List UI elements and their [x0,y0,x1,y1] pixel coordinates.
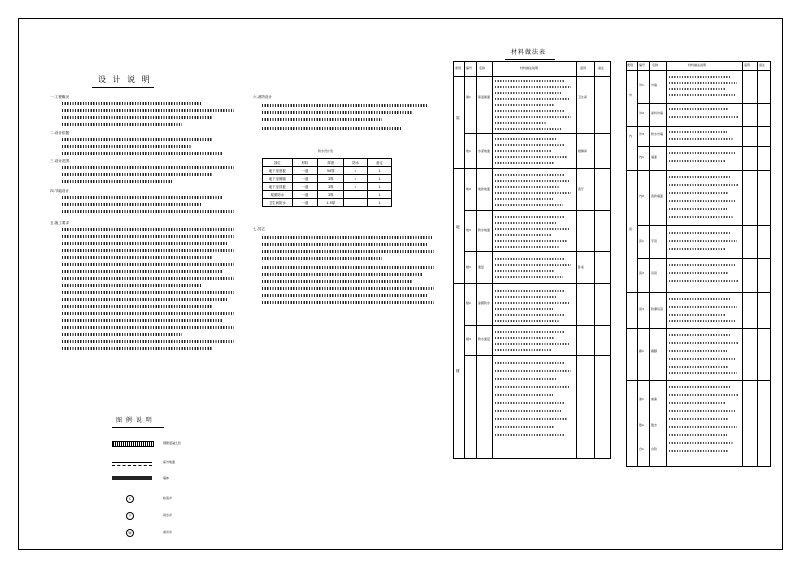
section-heading: 三.设计范围 [50,159,70,163]
row-name: 瓷砖墙面 [651,194,664,198]
text-line [669,160,725,162]
table-cell: 地下室侧墙 [263,175,293,183]
section-heading: 六.消防设计 [253,95,273,99]
text-line [495,394,553,396]
text-line [495,180,569,182]
text-line [669,386,731,388]
legend-label: 钢筋混凝土柱 [163,441,182,445]
text-line [495,138,557,140]
row-code: 油1 [639,397,644,401]
text-line [262,287,434,290]
row-code: 散1 [639,423,644,427]
table-cell: 3厚 [318,191,344,199]
text-line [262,243,427,246]
text-line [495,216,565,218]
table-cell [344,191,368,199]
row-code: 地3 [466,228,471,232]
table-cell: 一道 [292,175,318,183]
col-divider [649,61,650,467]
text-line [262,104,427,107]
text-line [495,86,571,88]
table-cell: 一道 [292,191,318,199]
text-line [669,131,727,133]
text-line [669,314,725,316]
text-line [62,284,202,287]
text-line [669,248,725,250]
text-line [62,249,234,252]
row-rule [626,170,771,171]
legend-swatch-wall [112,476,152,480]
row-code: 外1 [639,83,644,87]
text-line [62,152,222,155]
text-line [495,302,569,304]
text-line [495,98,569,100]
text-line [669,426,737,428]
text-line [495,80,565,82]
text-line [669,450,729,452]
row-rule [453,168,611,169]
text-line [62,326,234,329]
text-line [62,256,212,259]
text-line [495,156,567,158]
small-table-header: 厚度 [318,159,344,167]
category-label: 外 [629,93,633,97]
text-line [62,203,202,206]
text-line [62,312,234,315]
table-cell: 1.5厚 [318,199,344,207]
row-code: 楼1 [466,265,471,269]
text-line [669,280,739,282]
row-code: 楼2 [466,301,471,305]
row-name: 散水 [651,423,658,427]
table-cell: 一道 [292,167,318,175]
table-cell: ✓ [344,167,368,175]
col-divider [637,61,638,467]
category-label: 内 [629,134,633,138]
row-name: 吊顶 [651,271,658,275]
text-line [495,150,551,152]
text-line [495,320,559,322]
column-header: 名称 [652,63,659,67]
text-line [62,210,234,213]
text-line [495,308,553,310]
text-line [62,235,234,238]
row-name: 防水地面 [478,228,491,232]
row-name: 涂膜防水 [478,301,491,305]
section-heading: 四.节能设计 [50,189,70,193]
text-line [495,162,555,164]
text-line [495,378,557,380]
text-line [62,180,172,183]
table-cell: 1 [368,167,392,175]
text-line [495,246,559,248]
column-header: 类别 [455,66,462,70]
text-line [495,116,571,118]
text-line [62,263,234,266]
col-divider [476,61,477,459]
text-line [495,426,555,428]
row-rule [637,103,771,104]
legend-label: 室外地面 [163,460,176,464]
column-header: 编号 [639,63,646,67]
text-line [262,236,432,239]
text-line [669,306,737,308]
text-line [669,350,727,352]
category-label: 顶 [629,227,633,231]
text-line [495,370,571,372]
text-line [669,116,739,118]
text-line [495,343,569,345]
column-header: 备注 [598,66,605,70]
text-line [495,264,571,266]
text-line [495,276,563,278]
text-line [669,410,735,412]
section-heading: 二.设计依据 [50,131,70,135]
row-rule [464,325,611,326]
text-line [62,138,212,141]
text-line [495,434,565,436]
table-cell: ✓ [344,183,368,191]
materials-title-underline [505,59,555,60]
text-line [262,301,434,304]
text-line [669,418,729,420]
small-table-header: 备注 [368,159,392,167]
table-cell: 3厚 [318,183,344,191]
text-line [495,270,555,272]
small-table [262,158,392,207]
row-code: 台1 [639,447,644,451]
text-line [62,277,234,280]
text-line [495,198,553,200]
row-code: 外2 [639,111,644,115]
table-cell: 1 [368,175,392,183]
row-rule [637,258,771,259]
text-line [669,334,731,336]
text-line [669,82,737,84]
text-line [669,358,735,360]
text-line [62,340,234,343]
text-line [495,362,565,364]
text-line [62,109,234,112]
text-line [495,174,565,176]
text-line [62,123,182,126]
text-line [495,331,565,333]
row-note: 卫生间 [578,95,588,99]
table-cell: ✓ [344,175,368,183]
text-line [669,342,739,344]
category-label: 屋 [456,116,460,120]
row-rule [626,292,771,293]
column-header: 适用 [744,63,751,67]
text-line [495,314,565,316]
text-line [669,108,729,110]
column-header: 类别 [627,63,634,67]
text-line [62,333,182,336]
table-cell: 一道 [292,183,318,191]
text-line [669,88,725,90]
small-table-header: 部位 [263,159,293,167]
text-line [495,122,547,124]
text-line [669,394,739,396]
table-cell: 一道 [292,199,318,207]
text-line [62,298,227,301]
text-line [669,434,727,436]
section-heading: 七.其它 [253,227,265,231]
text-line [669,272,729,274]
table-cell [344,199,368,207]
text-line [495,228,569,230]
text-line [669,192,729,194]
legend-label: 窨井井 [163,530,173,534]
text-line [495,296,557,298]
table-cell: 屋面防水 [263,191,293,199]
row-rule [637,225,771,226]
text-line [669,372,737,374]
text-line [669,138,733,140]
legend-symbol-manhole: W [126,529,134,537]
section-heading: 五.施工要求 [50,221,70,225]
text-line [495,402,565,404]
text-line [495,337,555,339]
row-rule [626,328,771,329]
text-line [62,228,234,231]
text-line [62,347,212,350]
row-name: 平顶 [651,239,658,243]
legend-swatch-column [112,441,154,447]
right-header-rule [626,70,771,71]
small-table-title: 防水设计表 [318,149,334,153]
col-divider [742,61,743,467]
text-line [495,386,569,388]
col-divider [464,61,465,459]
text-line [495,104,555,106]
text-line [62,242,227,245]
row-code: 顶3 [639,307,644,311]
text-line [669,320,735,322]
legend-title-underline [112,427,164,428]
text-line [669,76,731,78]
column-header: 名称 [479,66,486,70]
text-line [495,222,557,224]
row-code: 楼3 [466,337,471,341]
text-line [495,258,565,260]
row-name: 防潮吊顶 [651,307,664,311]
text-line [669,366,729,368]
text-line [62,145,192,148]
row-code: 踢1 [639,349,644,353]
small-table-header: 材料 [292,159,318,167]
text-line [62,116,212,119]
row-rule [464,251,611,252]
text-line [495,128,561,130]
row-rule [464,355,611,356]
table-cell: 地下室顶板 [263,183,293,191]
text-line [262,266,434,269]
text-line [669,298,731,300]
text-line [262,118,382,121]
text-line [669,442,733,444]
row-name: 防水面层 [478,337,491,341]
text-line [669,216,733,218]
legend-label: 墙体 [163,476,170,480]
row-name: 外墙 [651,83,658,87]
legend-swatch-ground [112,462,152,463]
legend-label: 雨水井 [163,513,173,517]
column-header: 材料做法说明 [688,63,707,67]
row-code: 外3 [639,132,644,136]
text-line [669,402,725,404]
text-line [62,319,222,322]
row-rule [626,380,771,381]
text-line [495,418,567,420]
text-line [62,196,222,199]
row-name: 保温屋面 [478,95,491,99]
table-cell: 3厚 [318,175,344,183]
text-line [62,166,234,169]
row-name: 油漆 [651,397,658,401]
row-code: 屋1 [466,95,471,99]
text-line [669,240,737,242]
text-line [262,280,412,283]
col-divider [576,61,577,459]
row-rule [464,210,611,211]
text-line [262,127,402,130]
text-line [62,291,234,294]
text-line [495,349,551,351]
table-cell: 1 [368,191,392,199]
title-underline [92,87,154,88]
section-heading: 一.工程概况 [50,95,70,99]
text-line [495,144,565,146]
small-table-header: 防水 [344,159,368,167]
row-name: 面层 [478,265,485,269]
text-line [62,173,212,176]
row-code: 地2 [466,187,471,191]
text-line [495,192,571,194]
column-header: 编号 [466,66,473,70]
text-line [262,257,382,260]
table-cell: 50厚 [318,167,344,175]
row-name: 水泥地面 [478,149,491,153]
legend-swatch-ground-dash [112,465,152,466]
text-line [62,270,222,273]
row-note: 客厅 [578,187,585,191]
row-code: 顶1 [639,239,644,243]
row-note: 卧室 [578,265,585,269]
column-header: 适用 [580,66,587,70]
row-name: 墙面 [651,155,658,159]
legend-label: 检查井 [163,496,173,500]
row-code: 顶2 [639,271,644,275]
column-header: 材料做法说明 [520,66,539,70]
text-line [262,111,412,114]
column-header: 备注 [759,63,766,67]
text-line [669,152,735,154]
col-divider [492,61,493,459]
table-cell: 1 [368,183,392,191]
row-name: 台阶 [651,447,658,451]
text-line [495,234,551,236]
row-name: 踢脚 [651,349,658,353]
row-code: 地1 [466,149,471,153]
text-line [669,94,735,96]
text-line [62,305,212,308]
text-line [262,273,422,276]
category-label: 地 [456,225,460,229]
row-code: 内1 [639,155,644,159]
row-name: 地砖地面 [478,187,491,191]
text-line [669,232,731,234]
row-name: 防水外墙 [651,132,664,136]
text-line [495,110,565,112]
materials-table-title: 材料做法表 [511,49,547,56]
text-line [495,92,561,94]
text-line [669,200,735,202]
design-notes-title: 设 计 说 明 [98,75,152,84]
row-rule [464,133,611,134]
legend-title: 图 例 说 明 [116,417,153,424]
col-divider [757,61,758,467]
text-line [495,290,565,292]
row-name: 涂料外墙 [651,111,664,115]
row-note: 楼梯间 [578,149,588,153]
legend-symbol-rain-well: Y [126,512,134,520]
table-cell: 卫生间防水 [263,199,293,207]
table-cell: 地下室底板 [263,167,293,175]
category-label: 楼 [456,369,460,373]
text-line [62,102,202,105]
text-line [495,204,563,206]
col-divider [594,61,595,459]
row-rule [453,283,611,284]
text-line [262,250,434,253]
legend-symbol-inspection-well: C [126,495,134,503]
text-line [669,184,739,186]
text-line [669,176,731,178]
text-line [495,240,567,242]
table-cell: 1 [368,199,392,207]
text-line [669,264,735,266]
row-rule [626,126,771,127]
row-rule [637,146,771,147]
text-line [495,410,561,412]
col-divider [666,61,667,467]
row-code: 内2 [639,194,644,198]
text-line [262,294,427,297]
text-line [669,208,727,210]
text-line [495,186,559,188]
